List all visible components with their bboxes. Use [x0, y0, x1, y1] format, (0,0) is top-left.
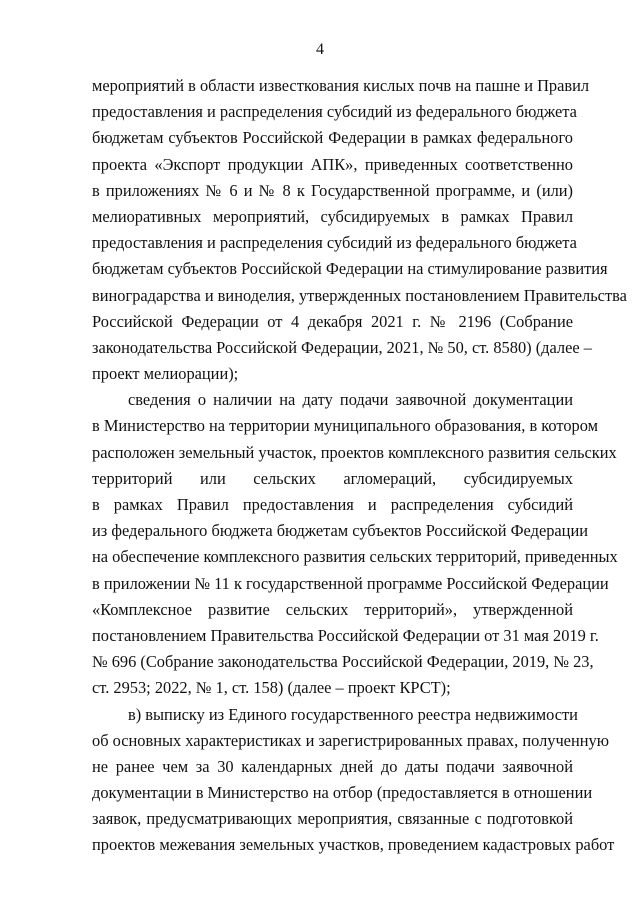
paragraph-1 — [92, 73, 627, 387]
text-line: расположен земельный участок, проектов комплексного развития сельских — [92, 442, 617, 462]
text-line: мероприятий в области известкования кислых почв на пашне и Правил — [92, 76, 590, 95]
text-line: предоставления и распределения субсидий из федерального бюджета — [92, 102, 577, 122]
text-line: в Министерство на территории муниципального образования, в котором — [92, 416, 598, 436]
text-line: проект мелиорации); — [92, 364, 239, 384]
text-line: постановлением Правительства Российской Федерации от 31 мая 2019 г. — [92, 625, 599, 645]
page-number: 4 — [316, 41, 324, 58]
text-line: ст. 2953; 2022, № 1, ст. 158) (далее – проект КРСТ); — [92, 678, 451, 698]
text-line: из федерального бюджета бюджетам субъектов Российской Федерации — [92, 521, 588, 541]
text-line: законодательства Российской Федерации, 2021, № 50, ст. 8580) (далее – — [92, 337, 592, 357]
text-line: проекта «Экспорт продукции АПК», приведенных соответственно — [92, 154, 573, 174]
paragraph-3 — [92, 702, 615, 859]
text-line: Российской Федерации от 4 декабря 2021 г. № 2196 (Собрание — [92, 311, 573, 331]
text-line: виноградарства и виноделия, утвержденных постановлением Правительства — [92, 285, 627, 305]
text-line: заявок, предусматривающих мероприятия, связанные с подготовкой — [92, 809, 573, 829]
text-line: не ранее чем за 30 календарных дней до даты подачи заявочной — [92, 756, 573, 776]
document-body — [92, 73, 627, 859]
text-line: в) выписку из Единого государственного реестра недвижимости — [128, 704, 578, 724]
text-line: об основных характеристиках и зарегистрированных правах, полученную — [92, 730, 609, 750]
text-line: проектов межевания земельных участков, проведением кадастровых работ — [92, 835, 615, 855]
text-line: документации в Министерство на отбор (предоставляется в отношении — [92, 783, 593, 803]
text-line: «Комплексное развитие сельских территорий», утвержденной — [92, 599, 573, 619]
text-line: в рамках Правил предоставления и распределения субсидий — [92, 495, 573, 514]
text-line: № 696 (Собрание законодательства Российской Федерации, 2019, № 23, — [92, 652, 594, 672]
text-line: бюджетам субъектов Российской Федерации в рамках федерального — [92, 128, 573, 148]
paragraph-2 — [92, 387, 618, 701]
text-line: в приложениях № 6 и № 8 к Государственной программе, и (или) — [92, 180, 573, 200]
text-line: сведения о наличии на дату подачи заявочной документации — [128, 390, 573, 410]
text-line: бюджетам субъектов Российской Федерации на стимулирование развития — [92, 259, 608, 279]
text-line: в приложении № 11 к государственной программе Российской Федерации — [92, 573, 609, 593]
text-line: предоставления и распределения субсидий из федерального бюджета — [92, 233, 577, 253]
text-line: территорий или сельских агломераций, субсидируемых — [92, 468, 573, 488]
text-line: на обеспечение комплексного развития сельских территорий, приведенных — [92, 547, 618, 567]
text-line: мелиоративных мероприятий, субсидируемых в рамках Правил — [92, 206, 573, 226]
